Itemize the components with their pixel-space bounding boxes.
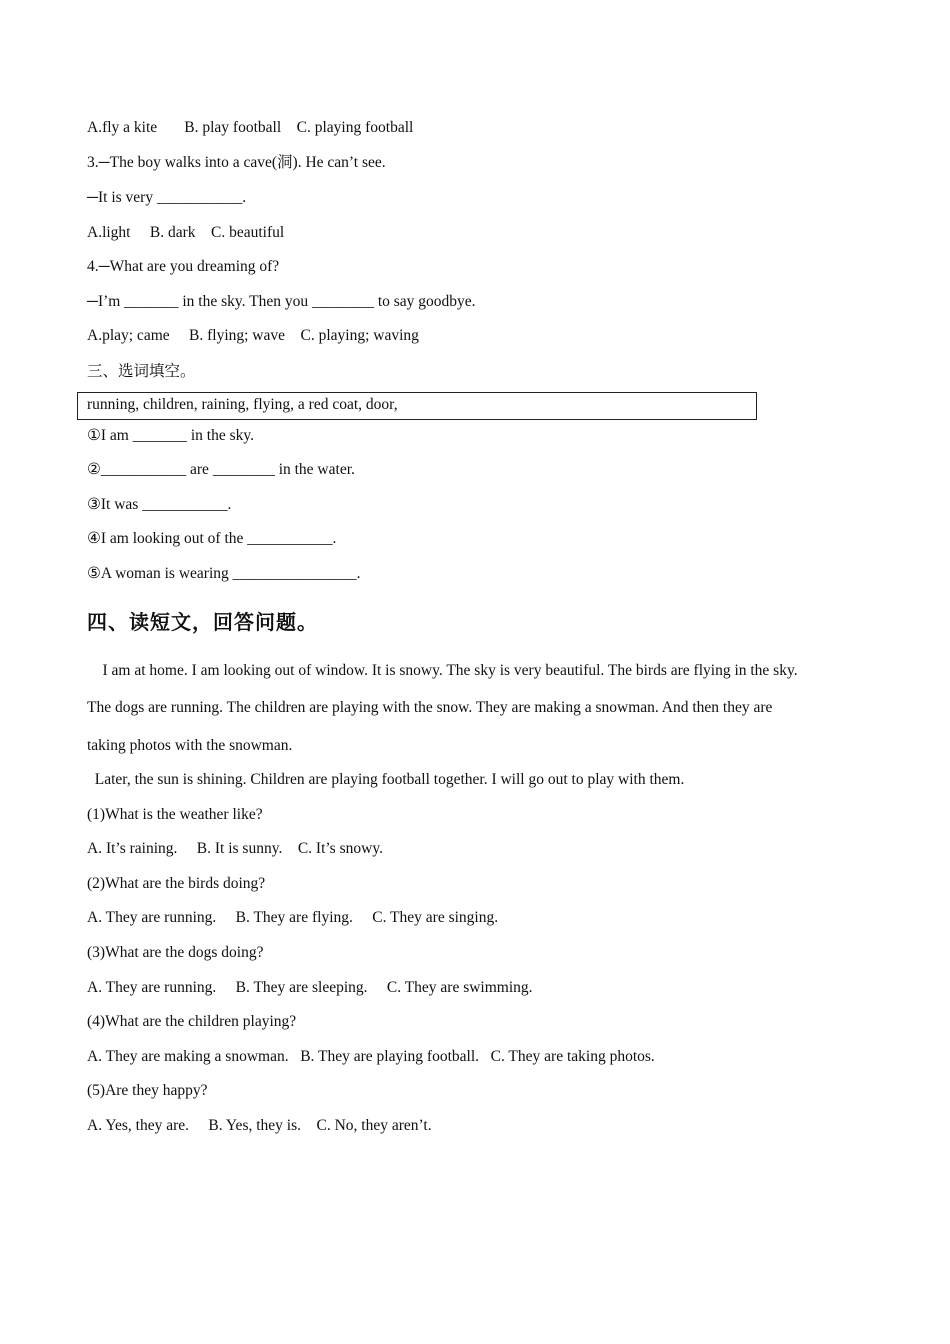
reading-q1: (1)What is the weather like? <box>87 806 263 823</box>
section4-title: 四、读短文，回答问题。 <box>87 610 318 634</box>
reading-q5-options: A. Yes, they are. B. Yes, they is. C. No, they aren’t. <box>87 1117 432 1134</box>
q4-options: A.play; came B. flying; wave C. playing; waving <box>87 327 419 344</box>
reading-q1-options: A. It’s raining. B. It is sunny. C. It’s snowy. <box>87 840 383 857</box>
fill-item-4: ④I am looking out of the ___________. <box>87 530 337 547</box>
passage-line-1: I am at home. I am looking out of window. It is snowy. The sky is very beautiful. The birds are flying in the sky. <box>87 662 798 679</box>
q3-answer: ─It is very ___________. <box>87 189 247 206</box>
reading-q3: (3)What are the dogs doing? <box>87 944 264 961</box>
fill-item-1: ①I am _______ in the sky. <box>87 427 255 444</box>
q3-question: 3.─The boy walks into a cave(洞). He can’t see. <box>87 154 386 171</box>
q4-question: 4.─What are you dreaming of? <box>87 258 280 275</box>
passage-line-4: Later, the sun is shining. Children are playing football together. I will go out to play with them. <box>87 771 685 788</box>
q4-answer: ─I’m _______ in the sky. Then you ________ to say goodbye. <box>87 293 476 310</box>
fill-item-2: ②___________ are ________ in the water. <box>87 461 355 478</box>
reading-q2: (2)What are the birds doing? <box>87 875 266 892</box>
q2-options: A.fly a kite B. play football C. playing football <box>87 119 414 136</box>
reading-q5: (5)Are they happy? <box>87 1082 208 1099</box>
reading-q4-options: A. They are making a snowman. B. They are playing football. C. They are taking photos. <box>87 1048 655 1065</box>
section3-title: 三、选词填空。 <box>87 362 196 380</box>
passage-line-2: The dogs are running. The children are playing with the snow. They are making a snowman. And then they are <box>87 699 773 716</box>
reading-q2-options: A. They are running. B. They are flying. C. They are singing. <box>87 909 499 926</box>
word-bank-box <box>77 392 757 420</box>
passage-line-3: taking photos with the snowman. <box>87 737 293 754</box>
reading-q3-options: A. They are running. B. They are sleeping. C. They are swimming. <box>87 979 533 996</box>
fill-item-5: ⑤A woman is wearing ________________. <box>87 565 361 582</box>
q3-options: A.light B. dark C. beautiful <box>87 224 285 241</box>
word-bank-text: running, children, raining, flying, a red coat, door, <box>87 396 398 413</box>
reading-q4: (4)What are the children playing? <box>87 1013 297 1030</box>
fill-item-3: ③It was ___________. <box>87 496 232 513</box>
